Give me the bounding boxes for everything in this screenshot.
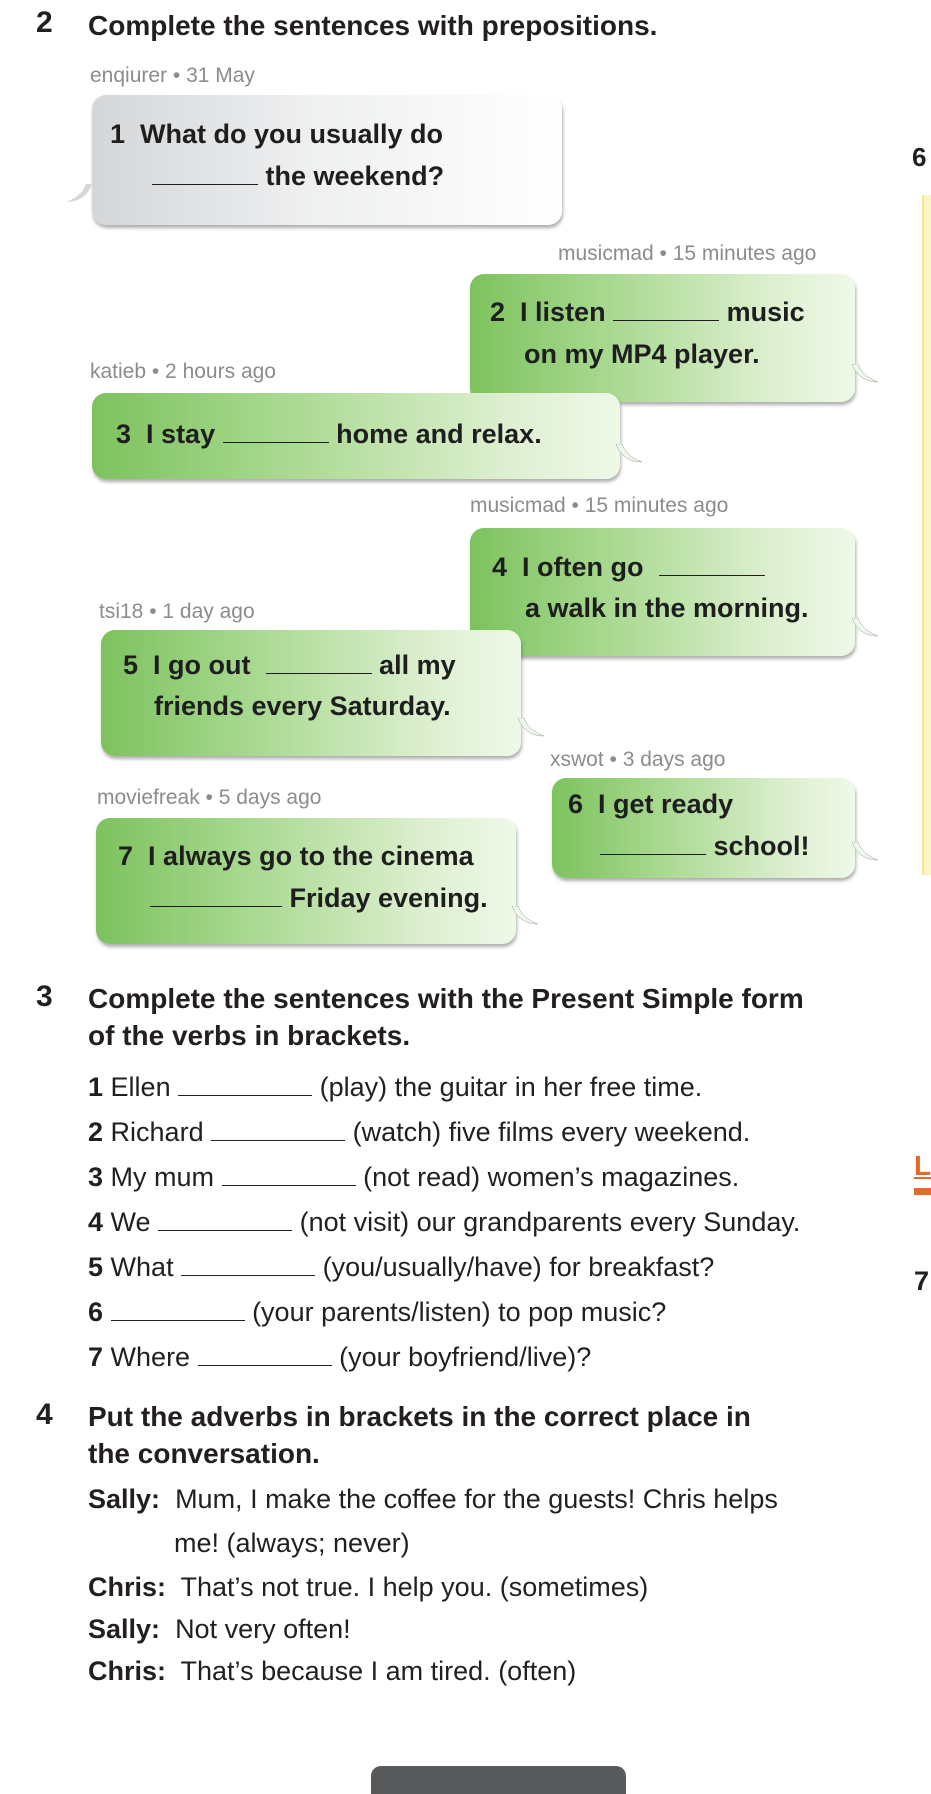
page-footer-tab <box>371 1766 626 1794</box>
post-2-tail <box>852 364 878 384</box>
dialogue-text-1: Mum, I make the coffee for the guests! Chris helps <box>175 1484 778 1514</box>
post-1-tail <box>66 184 92 204</box>
ex3-item-1-after: (play) the guitar in her free time. <box>319 1072 703 1102</box>
ex3-item-3-blank <box>222 1163 356 1186</box>
ex3-item-6-after: (your parents/listen) to pop music? <box>252 1297 667 1327</box>
post-6-tail <box>852 842 878 862</box>
post-4-meta: musicmad • 15 minutes ago <box>470 494 729 517</box>
post-5-blank <box>266 649 372 674</box>
post-3-line1b: home and relax. <box>336 419 542 449</box>
exercise-2-number: 2 <box>36 6 53 39</box>
ex3-item-5-number: 5 <box>88 1252 104 1282</box>
post-4-bubble <box>470 528 855 656</box>
ex3-item-7-number: 7 <box>88 1342 104 1372</box>
post-2-number: 2 <box>490 297 506 327</box>
right-page-panel <box>922 195 931 875</box>
post-6-meta: xswot • 3 days ago <box>550 748 726 771</box>
exercise-3-number: 3 <box>36 980 53 1013</box>
ex3-item-5 <box>88 1252 714 1283</box>
post-4-tail <box>852 618 878 638</box>
ex3-item-7-after: (your boyfriend/live)? <box>339 1342 592 1372</box>
ex3-item-2-blank <box>211 1118 345 1141</box>
ex3-item-7-before: Where <box>110 1342 191 1372</box>
post-1-meta: enqiurer • 31 May <box>90 64 255 87</box>
post-6-line1: I get ready <box>598 789 734 819</box>
ex3-item-7-blank <box>198 1343 332 1366</box>
post-1-line1: What do you usually do <box>140 119 444 149</box>
post-3-blank <box>223 418 329 443</box>
post-5-line1b: all my <box>379 650 456 680</box>
ex3-item-3 <box>88 1162 739 1193</box>
dialogue-line-1 <box>88 1484 778 1515</box>
post-4-line1: I often go <box>522 552 644 582</box>
exercise-3-title-line2: of the verbs in brackets. <box>88 1020 411 1051</box>
ex3-item-3-number: 3 <box>88 1162 104 1192</box>
dialogue-speaker-1: Sally: <box>88 1484 161 1514</box>
dialogue-speaker-3: Sally: <box>88 1614 161 1644</box>
ex3-item-1-blank <box>178 1073 312 1096</box>
ex3-item-1-number: 1 <box>88 1072 104 1102</box>
ex3-item-4-before: We <box>110 1207 151 1237</box>
dialogue-line-1-cont: me! (always; never) <box>174 1528 410 1558</box>
ex3-item-4-blank <box>158 1208 292 1231</box>
post-5-line2: friends every Saturday. <box>154 691 451 721</box>
dialogue-line-3 <box>88 1614 351 1645</box>
post-2-line2: on my MP4 player. <box>524 339 760 369</box>
post-6-line2: school! <box>713 831 810 861</box>
post-5-tail <box>518 718 544 738</box>
exercise-4-title-line1: Put the adverbs in brackets in the correct place in <box>88 1401 751 1432</box>
post-3-meta: katieb • 2 hours ago <box>90 360 276 383</box>
post-1-blank <box>152 160 258 185</box>
post-3-number: 3 <box>116 419 132 449</box>
right-page-number-6: 6 <box>912 142 927 172</box>
right-page-number-7: 7 <box>914 1266 930 1296</box>
dialogue-text-4: That’s because I am tired. (often) <box>180 1656 577 1686</box>
ex3-item-4-number: 4 <box>88 1207 104 1237</box>
post-2-line1a: I listen <box>520 297 606 327</box>
post-4-blank <box>659 551 765 576</box>
post-6-number: 6 <box>568 789 584 819</box>
ex3-item-4-after: (not visit) our grandparents every Sunday. <box>299 1207 801 1237</box>
exercise-4-title <box>88 1398 751 1472</box>
post-3-tail <box>616 444 642 464</box>
post-2-line1b: music <box>726 297 805 327</box>
ex3-item-3-before: My mum <box>110 1162 215 1192</box>
post-7-line1: I always go to the cinema <box>148 841 474 871</box>
post-5-bubble <box>101 630 521 756</box>
exercise-3-title <box>88 980 804 1054</box>
post-1-line2: the weekend? <box>265 161 445 191</box>
dialogue-line-2 <box>88 1572 648 1603</box>
post-7-tail <box>512 906 538 926</box>
ex3-item-2-before: Richard <box>110 1117 204 1147</box>
post-7-bubble <box>96 818 516 944</box>
post-7-meta: moviefreak • 5 days ago <box>97 786 322 809</box>
ex3-item-6-number: 6 <box>88 1297 104 1327</box>
ex3-item-6 <box>88 1297 666 1328</box>
post-5-number: 5 <box>123 650 139 680</box>
dialogue-speaker-4: Chris: <box>88 1656 167 1686</box>
dialogue-text-2: That’s not true. I help you. (sometimes) <box>180 1572 649 1602</box>
post-6-blank <box>600 830 706 855</box>
ex3-item-4 <box>88 1207 800 1238</box>
ex3-item-5-after: (you/usually/have) for breakfast? <box>322 1252 715 1282</box>
ex3-item-2-number: 2 <box>88 1117 104 1147</box>
ex3-item-3-after: (not read) women’s magazines. <box>363 1162 740 1192</box>
right-page-letter: L <box>914 1150 931 1181</box>
post-3-bubble <box>92 393 620 479</box>
post-1-bubble <box>92 95 562 225</box>
post-5-line1a: I go out <box>153 650 251 680</box>
post-7-line2: Friday evening. <box>289 883 488 913</box>
post-2-meta: musicmad • 15 minutes ago <box>558 242 817 265</box>
ex3-item-1 <box>88 1072 702 1103</box>
dialogue-text-3: Not very often! <box>175 1614 351 1644</box>
ex3-item-7 <box>88 1342 591 1373</box>
ex3-item-5-before: What <box>110 1252 174 1282</box>
dialogue-line-4 <box>88 1656 576 1687</box>
post-3-line1a: I stay <box>146 419 216 449</box>
ex3-item-2-after: (watch) five films every weekend. <box>352 1117 751 1147</box>
post-6-bubble <box>552 778 855 878</box>
ex3-item-2 <box>88 1117 750 1148</box>
ex3-item-1-before: Ellen <box>110 1072 171 1102</box>
exercise-3-title-line1: Complete the sentences with the Present Simple form <box>88 983 804 1014</box>
right-page-orange-bar <box>914 1188 931 1195</box>
post-2-blank <box>613 296 719 321</box>
dialogue-speaker-2: Chris: <box>88 1572 167 1602</box>
post-5-meta: tsi18 • 1 day ago <box>99 600 255 623</box>
post-7-blank <box>150 882 282 907</box>
post-1-number: 1 <box>110 119 126 149</box>
post-4-number: 4 <box>492 552 508 582</box>
exercise-4-title-line2: the conversation. <box>88 1438 320 1469</box>
post-4-line2: a walk in the morning. <box>525 593 809 623</box>
post-7-number: 7 <box>118 841 134 871</box>
post-2-bubble <box>470 274 855 402</box>
exercise-2-title: Complete the sentences with prepositions. <box>88 10 658 41</box>
ex3-item-6-blank <box>111 1298 245 1321</box>
exercise-4-number: 4 <box>36 1398 53 1431</box>
ex3-item-5-blank <box>181 1253 315 1276</box>
